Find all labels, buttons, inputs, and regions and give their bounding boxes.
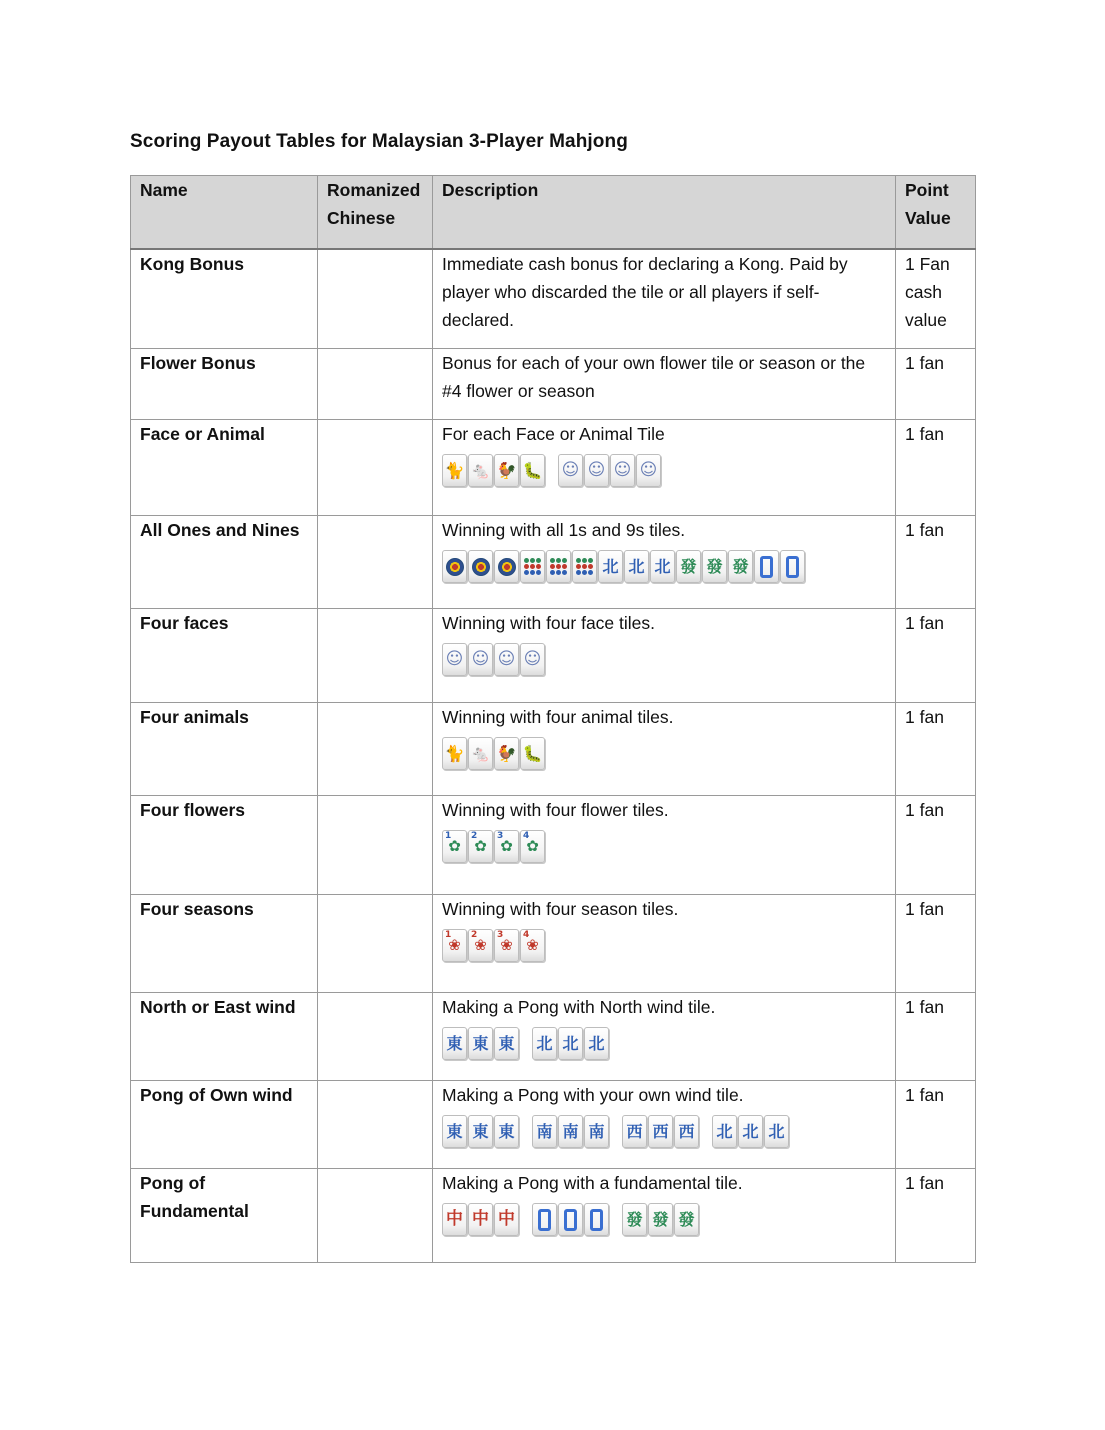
column-header-point-value: Point Value: [896, 176, 976, 249]
dragon-white-tile-icon: [558, 1203, 583, 1236]
circle-1-tile-icon: [494, 550, 519, 583]
tile-group: [442, 1203, 520, 1236]
animal-mouse-tile-icon: 🐁: [468, 737, 493, 770]
row-romanized-chinese: [318, 349, 433, 420]
tile-group: [442, 643, 546, 676]
tile-illustration: [442, 1027, 886, 1060]
row-description: Making a Pong with a fundamental tile.: [442, 1173, 743, 1193]
row-description-cell: [433, 895, 896, 993]
row-point-value: 1 fan: [896, 420, 976, 516]
face-tile-icon: ☺: [610, 454, 635, 487]
wind-east-tile-icon: 東: [494, 1115, 519, 1148]
row-romanized-chinese: [318, 1169, 433, 1263]
tile-group: [532, 1115, 610, 1148]
tile-illustration: [442, 454, 886, 487]
wind-north-tile-icon: 北: [650, 550, 675, 583]
face-tile-icon: ☺: [520, 643, 545, 676]
row-point-value: 1 fan: [896, 703, 976, 796]
row-description: Immediate cash bonus for declaring a Kong. Paid by player who discarded the tile or all players if self-declared.: [442, 253, 848, 330]
row-romanized-chinese: [318, 1081, 433, 1169]
face-tile-icon: ☺: [442, 643, 467, 676]
row-name: North or East wind: [131, 993, 318, 1081]
dragon-red-tile-icon: 中: [442, 1203, 467, 1236]
tile-illustration: [442, 830, 886, 863]
row-description-cell: [433, 249, 896, 349]
flower-1-tile-icon: 1 ✿: [442, 830, 467, 863]
row-point-value: 1 fan: [896, 895, 976, 993]
row-point-value: 1 fan: [896, 796, 976, 895]
flower-2-tile-icon: 2 ✿: [468, 830, 493, 863]
row-point-value: 1 fan: [896, 609, 976, 703]
face-tile-icon: ☺: [558, 454, 583, 487]
row-description-cell: [433, 993, 896, 1081]
dragon-white-tile-icon: [532, 1203, 557, 1236]
table-row: [131, 895, 976, 993]
dragon-green-tile-icon: 發: [622, 1203, 647, 1236]
row-description: Winning with four face tiles.: [442, 613, 656, 633]
table-row: [131, 609, 976, 703]
table-row: [131, 349, 976, 420]
row-description-cell: [433, 516, 896, 609]
row-point-value: 1 fan: [896, 516, 976, 609]
dragon-white-tile-icon: [754, 550, 779, 583]
tile-illustration: [442, 1115, 886, 1148]
season-1-tile-icon: 1 ❀: [442, 929, 467, 962]
table-row: [131, 703, 976, 796]
row-name: Pong of Own wind: [131, 1081, 318, 1169]
tile-group: [622, 1115, 700, 1148]
tile-group: [442, 550, 806, 583]
row-description: Bonus for each of your own flower tile or season or the #4 flower or season: [442, 353, 866, 401]
row-romanized-chinese: [318, 895, 433, 993]
wind-north-tile-icon: 北: [624, 550, 649, 583]
row-description: Winning with all 1s and 9s tiles.: [442, 520, 686, 540]
face-tile-icon: ☺: [468, 643, 493, 676]
wind-south-tile-icon: 南: [584, 1115, 609, 1148]
row-description: Making a Pong with your own wind tile.: [442, 1085, 744, 1105]
row-point-value: 1 fan: [896, 993, 976, 1081]
circle-9-tile-icon: [520, 550, 545, 583]
table-header-row: [131, 176, 976, 249]
row-name: Kong Bonus: [131, 249, 318, 349]
table-row: [131, 420, 976, 516]
tile-illustration: [442, 1203, 886, 1236]
table-row: [131, 516, 976, 609]
circle-1-tile-icon: [442, 550, 467, 583]
wind-west-tile-icon: 西: [648, 1115, 673, 1148]
row-description-cell: [433, 1081, 896, 1169]
tile-illustration: [442, 929, 886, 962]
row-point-value: 1 fan: [896, 1169, 976, 1263]
tile-illustration: [442, 643, 886, 676]
circle-9-tile-icon: [572, 550, 597, 583]
animal-centipede-tile-icon: 🐛: [520, 737, 545, 770]
wind-north-tile-icon: 北: [712, 1115, 737, 1148]
dragon-white-tile-icon: [584, 1203, 609, 1236]
dragon-green-tile-icon: 發: [676, 550, 701, 583]
tile-group: [442, 929, 546, 962]
wind-north-tile-icon: 北: [532, 1027, 557, 1060]
table-row: [131, 993, 976, 1081]
animal-cat-tile-icon: 🐈: [442, 454, 467, 487]
dragon-white-tile-icon: [780, 550, 805, 583]
face-tile-icon: ☺: [636, 454, 661, 487]
dragon-green-tile-icon: 發: [702, 550, 727, 583]
dragon-green-tile-icon: 發: [728, 550, 753, 583]
circle-1-tile-icon: [468, 550, 493, 583]
dragon-red-tile-icon: 中: [494, 1203, 519, 1236]
row-romanized-chinese: [318, 993, 433, 1081]
season-3-tile-icon: 3 ❀: [494, 929, 519, 962]
wind-south-tile-icon: 南: [558, 1115, 583, 1148]
dragon-green-tile-icon: 發: [674, 1203, 699, 1236]
wind-north-tile-icon: 北: [598, 550, 623, 583]
row-name: Face or Animal: [131, 420, 318, 516]
wind-west-tile-icon: 西: [674, 1115, 699, 1148]
tile-group: [442, 454, 546, 487]
wind-east-tile-icon: 東: [442, 1115, 467, 1148]
tile-illustration: [442, 550, 886, 583]
season-2-tile-icon: 2 ❀: [468, 929, 493, 962]
row-name: Four flowers: [131, 796, 318, 895]
row-name: Four seasons: [131, 895, 318, 993]
row-description: Winning with four flower tiles.: [442, 800, 669, 820]
table-row: [131, 796, 976, 895]
row-point-value: 1 fan: [896, 1081, 976, 1169]
flower-3-tile-icon: 3 ✿: [494, 830, 519, 863]
column-header-description: Description: [433, 176, 896, 249]
wind-north-tile-icon: 北: [764, 1115, 789, 1148]
tile-group: [442, 1027, 520, 1060]
row-romanized-chinese: [318, 796, 433, 895]
animal-cat-tile-icon: 🐈: [442, 737, 467, 770]
row-romanized-chinese: [318, 420, 433, 516]
dragon-red-tile-icon: 中: [468, 1203, 493, 1236]
tile-group: [712, 1115, 790, 1148]
row-romanized-chinese: [318, 609, 433, 703]
row-description: Winning with four season tiles.: [442, 899, 679, 919]
wind-east-tile-icon: 東: [494, 1027, 519, 1060]
face-tile-icon: ☺: [494, 643, 519, 676]
row-description-cell: [433, 609, 896, 703]
table-row: [131, 249, 976, 349]
animal-mouse-tile-icon: 🐁: [468, 454, 493, 487]
row-name: Four animals: [131, 703, 318, 796]
row-description: For each Face or Animal Tile: [442, 424, 665, 444]
tile-group: [532, 1203, 610, 1236]
tile-group: [558, 454, 662, 487]
row-name: Pong of Fundamental: [131, 1169, 318, 1263]
tile-group: [442, 830, 546, 863]
document-title: Scoring Payout Tables for Malaysian 3-Player Mahjong: [130, 131, 628, 152]
row-romanized-chinese: [318, 249, 433, 349]
animal-centipede-tile-icon: 🐛: [520, 454, 545, 487]
scoring-table: [130, 175, 976, 1263]
row-romanized-chinese: [318, 703, 433, 796]
row-name: Four faces: [131, 609, 318, 703]
wind-north-tile-icon: 北: [558, 1027, 583, 1060]
row-point-value: 1 Fan cash value: [896, 249, 976, 349]
wind-north-tile-icon: 北: [738, 1115, 763, 1148]
wind-north-tile-icon: 北: [584, 1027, 609, 1060]
tile-group: [442, 737, 546, 770]
tile-illustration: [442, 737, 886, 770]
flower-4-tile-icon: 4 ✿: [520, 830, 545, 863]
column-header-romanized: Romanized Chinese: [318, 176, 433, 249]
table-row: [131, 1169, 976, 1263]
row-description-cell: [433, 420, 896, 516]
dragon-green-tile-icon: 發: [648, 1203, 673, 1236]
row-name: Flower Bonus: [131, 349, 318, 420]
wind-east-tile-icon: 東: [468, 1115, 493, 1148]
column-header-name: Name: [131, 176, 318, 249]
face-tile-icon: ☺: [584, 454, 609, 487]
row-romanized-chinese: [318, 516, 433, 609]
tile-group: [622, 1203, 700, 1236]
wind-south-tile-icon: 南: [532, 1115, 557, 1148]
row-description-cell: [433, 349, 896, 420]
wind-west-tile-icon: 西: [622, 1115, 647, 1148]
row-point-value: 1 fan: [896, 349, 976, 420]
season-4-tile-icon: 4 ❀: [520, 929, 545, 962]
table-row: [131, 1081, 976, 1169]
animal-rooster-tile-icon: 🐓: [494, 454, 519, 487]
row-name: All Ones and Nines: [131, 516, 318, 609]
circle-9-tile-icon: [546, 550, 571, 583]
tile-group: [532, 1027, 610, 1060]
wind-east-tile-icon: 東: [468, 1027, 493, 1060]
animal-rooster-tile-icon: 🐓: [494, 737, 519, 770]
tile-group: [442, 1115, 520, 1148]
row-description-cell: [433, 1169, 896, 1263]
wind-east-tile-icon: 東: [442, 1027, 467, 1060]
row-description: Winning with four animal tiles.: [442, 707, 674, 727]
row-description-cell: [433, 796, 896, 895]
row-description-cell: [433, 703, 896, 796]
row-description: Making a Pong with North wind tile.: [442, 997, 716, 1017]
